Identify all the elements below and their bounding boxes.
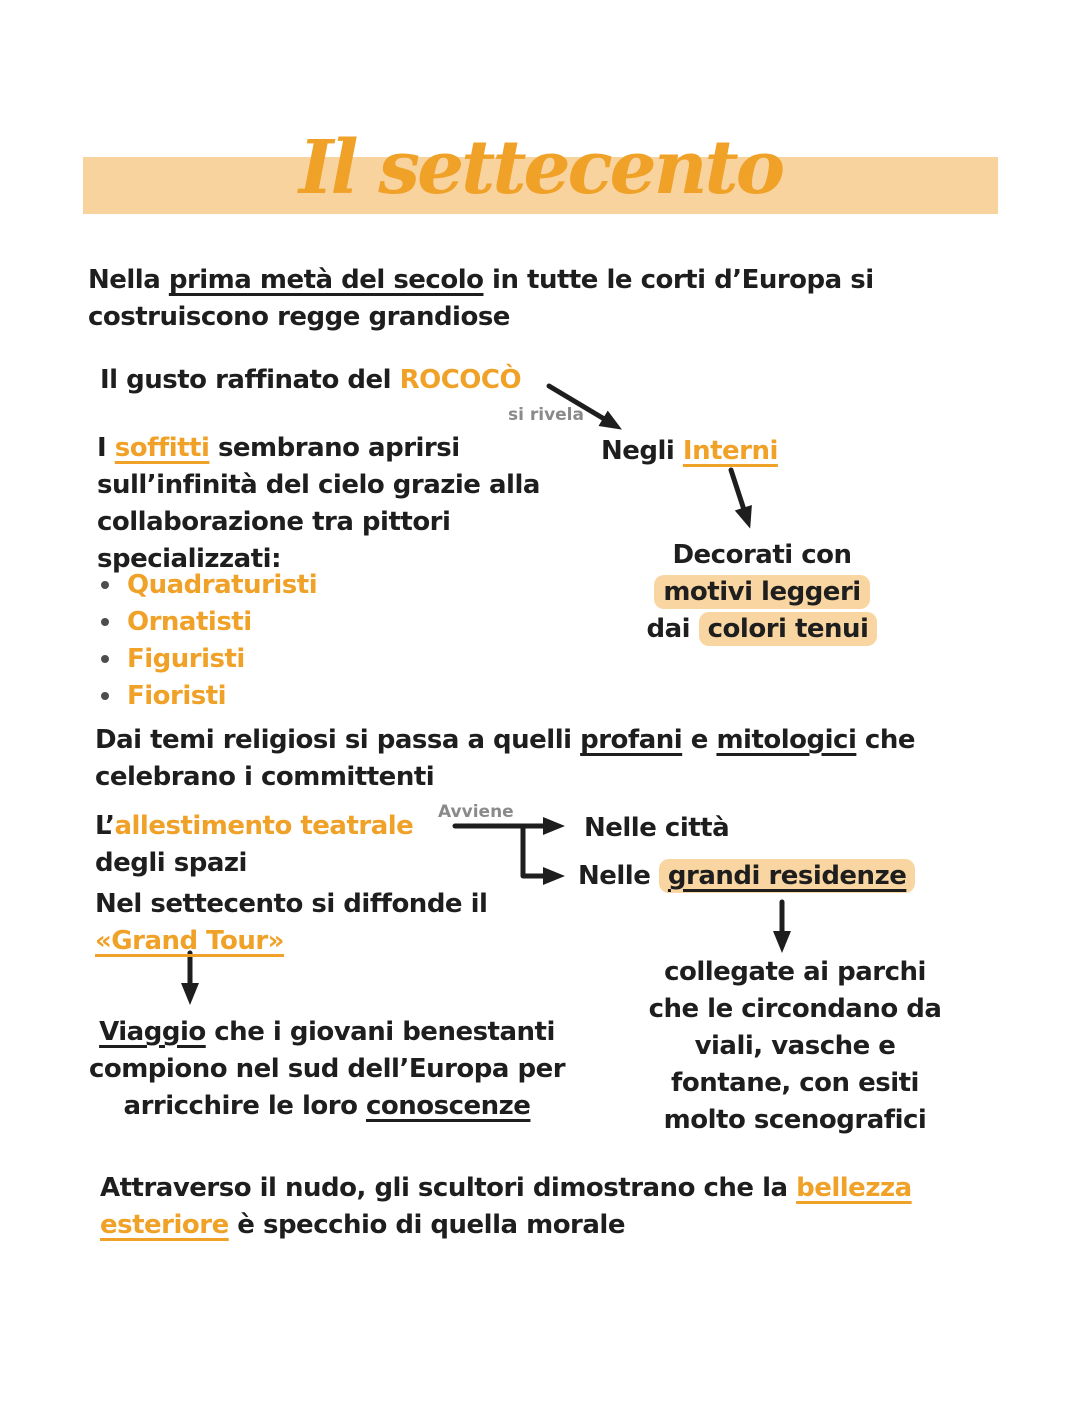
rococo-line xyxy=(100,362,521,399)
bullet-icon xyxy=(101,581,109,589)
list-item xyxy=(97,640,317,677)
viaggio-note xyxy=(87,1014,567,1125)
decorati-line xyxy=(622,537,902,574)
decorati-highlight: colori tenui xyxy=(699,612,878,646)
list-item xyxy=(97,603,317,640)
viaggio-text: compiono nel sud dell’Europa per xyxy=(88,1054,566,1084)
arrow-allestimento-to-residenze xyxy=(523,826,558,876)
intro-text: Nella xyxy=(88,265,169,295)
viaggio-underlined: Viaggio xyxy=(99,1017,206,1047)
rococo-term: ROCOCÒ xyxy=(399,365,522,395)
page-title: Il settecento xyxy=(298,125,783,211)
conclusione-text: Attraverso il nudo, gli scultori dimostrano che la xyxy=(100,1173,797,1203)
intro-text: costruiscono regge grandiose xyxy=(88,302,510,332)
parchi-line: molto scenografici xyxy=(663,1105,927,1135)
temi-underlined-profani: profani xyxy=(580,725,683,755)
bullet-icon xyxy=(101,618,109,626)
soffitti-text: collaborazione tra pittori xyxy=(97,507,451,537)
list-item xyxy=(97,677,317,714)
bellezza-term: bellezza xyxy=(796,1173,912,1203)
list-item-label: Quadraturisti xyxy=(127,569,318,600)
list-item-label: Figuristi xyxy=(127,643,245,674)
decorati-line xyxy=(622,574,902,611)
branch-nelle-citta: Nelle città xyxy=(584,813,730,843)
temi-paragraph xyxy=(95,722,915,796)
residenze-highlight: grandi residenze xyxy=(659,859,915,893)
bullet-icon xyxy=(101,655,109,663)
bullet-icon xyxy=(101,692,109,700)
allestimento-text: L’ xyxy=(95,811,115,841)
soffitti-text: specializzati: xyxy=(97,544,281,574)
parchi-note xyxy=(630,954,960,1139)
list-item-label: Fioristi xyxy=(127,680,227,711)
interni-text: Negli xyxy=(601,436,683,466)
viaggio-line xyxy=(87,1088,567,1125)
grandtour-text: Nel settecento si diffonde il xyxy=(95,889,488,919)
temi-text: Dai temi religiosi si passa a quelli xyxy=(95,725,581,755)
branch-grandi-residenze xyxy=(578,858,915,895)
painter-specialties-list xyxy=(97,566,317,714)
arrow-interni-to-decorati xyxy=(731,470,748,522)
allestimento-line xyxy=(95,808,413,882)
parchi-line: viali, vasche e xyxy=(694,1031,896,1061)
intro-underlined-phrase: prima metà del secolo xyxy=(168,265,484,295)
soffitti-text: I xyxy=(97,433,115,463)
allestimento-term: allestimento teatrale xyxy=(114,811,414,841)
soffitti-term: soffitti xyxy=(114,433,210,463)
decorati-note xyxy=(622,537,902,648)
decorati-highlight: motivi leggeri xyxy=(654,575,869,609)
decorati-line xyxy=(622,611,902,648)
grandtour-term: «Grand Tour» xyxy=(95,926,284,956)
parchi-line: che le circondano da xyxy=(648,994,942,1024)
intro-paragraph xyxy=(88,262,874,336)
parchi-line: collegate ai parchi xyxy=(664,957,926,987)
soffitti-text: sembrano aprirsi xyxy=(209,433,460,463)
intro-text: in tutte le corti d’Europa si xyxy=(483,265,874,295)
temi-text: che xyxy=(856,725,915,755)
conoscenze-underlined: conoscenze xyxy=(366,1091,531,1121)
decorati-text: Decorati con xyxy=(672,540,852,570)
temi-underlined-mitologici: mitologici xyxy=(716,725,857,755)
conclusione-text: è specchio di quella morale xyxy=(228,1210,625,1240)
viaggio-text: che i giovani benestanti xyxy=(205,1017,555,1047)
interni-term: Interni xyxy=(682,436,778,466)
residenze-text: Nelle xyxy=(578,861,659,891)
viaggio-line xyxy=(87,1014,567,1051)
grandtour-line xyxy=(95,886,487,960)
list-item xyxy=(97,566,317,603)
viaggio-line xyxy=(87,1051,567,1088)
interni-heading xyxy=(601,433,778,470)
temi-text: e xyxy=(682,725,717,755)
conclusione-paragraph xyxy=(100,1170,912,1244)
decorati-text: dai xyxy=(646,614,699,644)
avviene-label: Avviene xyxy=(438,802,514,822)
viaggio-text: arricchire le loro xyxy=(123,1091,366,1121)
soffitti-text: sull’infinità del cielo grazie alla xyxy=(97,470,540,500)
si-rivela-label: si rivela xyxy=(508,405,584,425)
esteriore-term: esteriore xyxy=(100,1210,229,1240)
rococo-text: Il gusto raffinato del xyxy=(100,365,400,395)
parchi-line: fontane, con esiti xyxy=(671,1068,919,1098)
soffitti-paragraph xyxy=(97,430,540,578)
list-item-label: Ornatisti xyxy=(127,606,252,637)
allestimento-text: degli spazi xyxy=(95,848,247,878)
temi-text: celebrano i committenti xyxy=(95,762,435,792)
